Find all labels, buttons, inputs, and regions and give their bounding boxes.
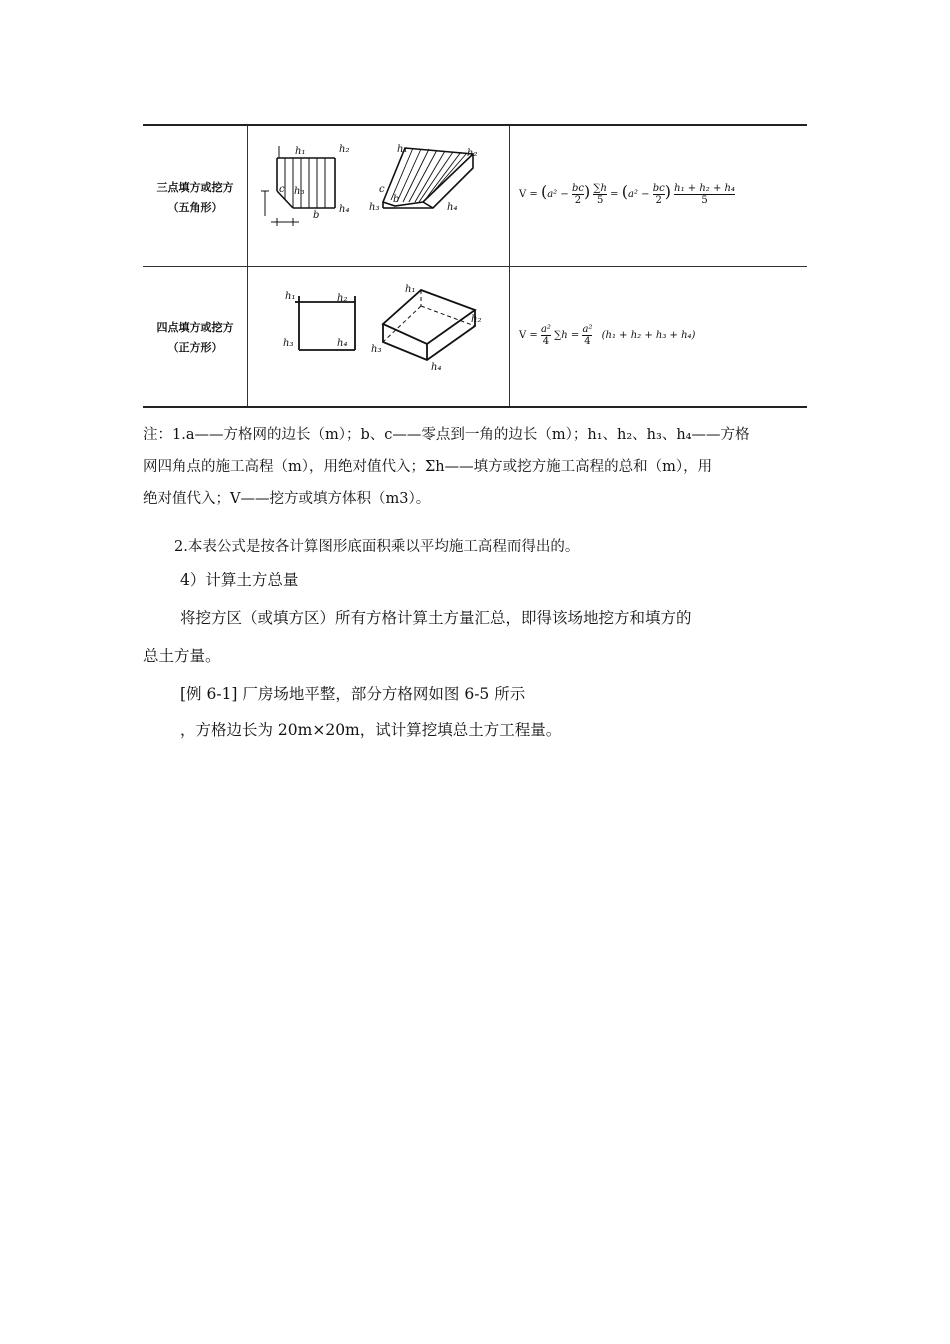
label-h4: h₄ bbox=[337, 338, 348, 349]
label-h4: h₄ bbox=[447, 202, 458, 213]
label-h1: h₁ bbox=[397, 144, 408, 155]
note-line: 网四角点的施工高程（m），用绝对值代入；Σh——填方或挖方施工高程的总和（m），用 bbox=[143, 459, 713, 475]
label-h3: h₃ bbox=[371, 344, 382, 355]
note-line: 绝对值代入；V——挖方或填方体积（m3）。 bbox=[143, 491, 431, 507]
label-h2: h₂ bbox=[471, 314, 482, 325]
label-h2: h₂ bbox=[337, 293, 348, 304]
example-line: ，方格边长为 20m×20m，试计算挖填总土方工程量。 bbox=[180, 721, 562, 739]
label-b: b bbox=[313, 210, 320, 221]
table-column-divider bbox=[509, 126, 510, 406]
table-row-divider bbox=[143, 266, 807, 267]
label-b: b bbox=[393, 194, 400, 205]
formula-table bbox=[143, 124, 807, 408]
table-notes bbox=[143, 419, 807, 515]
label-h3: h₃ bbox=[294, 186, 305, 197]
note-line: 注：1.a——方格网的边长（m）；b、c——零点到一角的边长（m）；h₁、h₂、h₃、h₄——方格 bbox=[143, 427, 750, 443]
row-label bbox=[143, 318, 247, 358]
label-h4: h₄ bbox=[431, 362, 442, 373]
section-heading: 4）计算土方总量 bbox=[180, 571, 299, 589]
formula-square: V = $\frac{\text{a²}}{4}$ ∑h = $\frac{\text{a²}}{4}$ (h₁ + h₂ + h₃ + h₄) bbox=[519, 324, 696, 347]
row-label-line: （正方形） bbox=[167, 341, 223, 354]
label-h2: h₂ bbox=[467, 148, 478, 159]
paragraph-line: 总土方量。 bbox=[143, 647, 221, 665]
row-label bbox=[143, 178, 247, 218]
row-label-line: 四点填方或挖方 bbox=[156, 321, 234, 334]
table-column-divider bbox=[247, 126, 248, 406]
label-h1: h₁ bbox=[285, 291, 296, 302]
label-h1: h₁ bbox=[295, 146, 306, 157]
label-h3: h₃ bbox=[369, 202, 380, 213]
label-c: c bbox=[279, 184, 285, 195]
example-line: [例 6-1] 厂房场地平整，部分方格网如图 6-5 所示 bbox=[180, 685, 526, 703]
label-h3: h₃ bbox=[283, 338, 294, 349]
formula-pentagon: V = (a² − $\frac{bc}{2}$ ) $\frac{\sum h}{5}$ = (a² − $\frac{bc}{2}$ ) $\frac{\text{h₁ + h₂ + h₄}}{5}$ bbox=[519, 182, 735, 206]
note-line: 2.本表公式是按各计算图形底面积乘以平均施工高程而得出的。 bbox=[174, 539, 580, 555]
label-h2: h₂ bbox=[339, 144, 350, 155]
label-h4: h₄ bbox=[339, 204, 350, 215]
row-label-line: （五角形） bbox=[167, 201, 223, 214]
label-c: c bbox=[379, 184, 385, 195]
label-h1: h₁ bbox=[405, 284, 416, 295]
row-label-line: 三点填方或挖方 bbox=[156, 181, 234, 194]
paragraph-line: 将挖方区（或填方区）所有方格计算土方量汇总，即得该场地挖方和填方的 bbox=[180, 609, 692, 627]
